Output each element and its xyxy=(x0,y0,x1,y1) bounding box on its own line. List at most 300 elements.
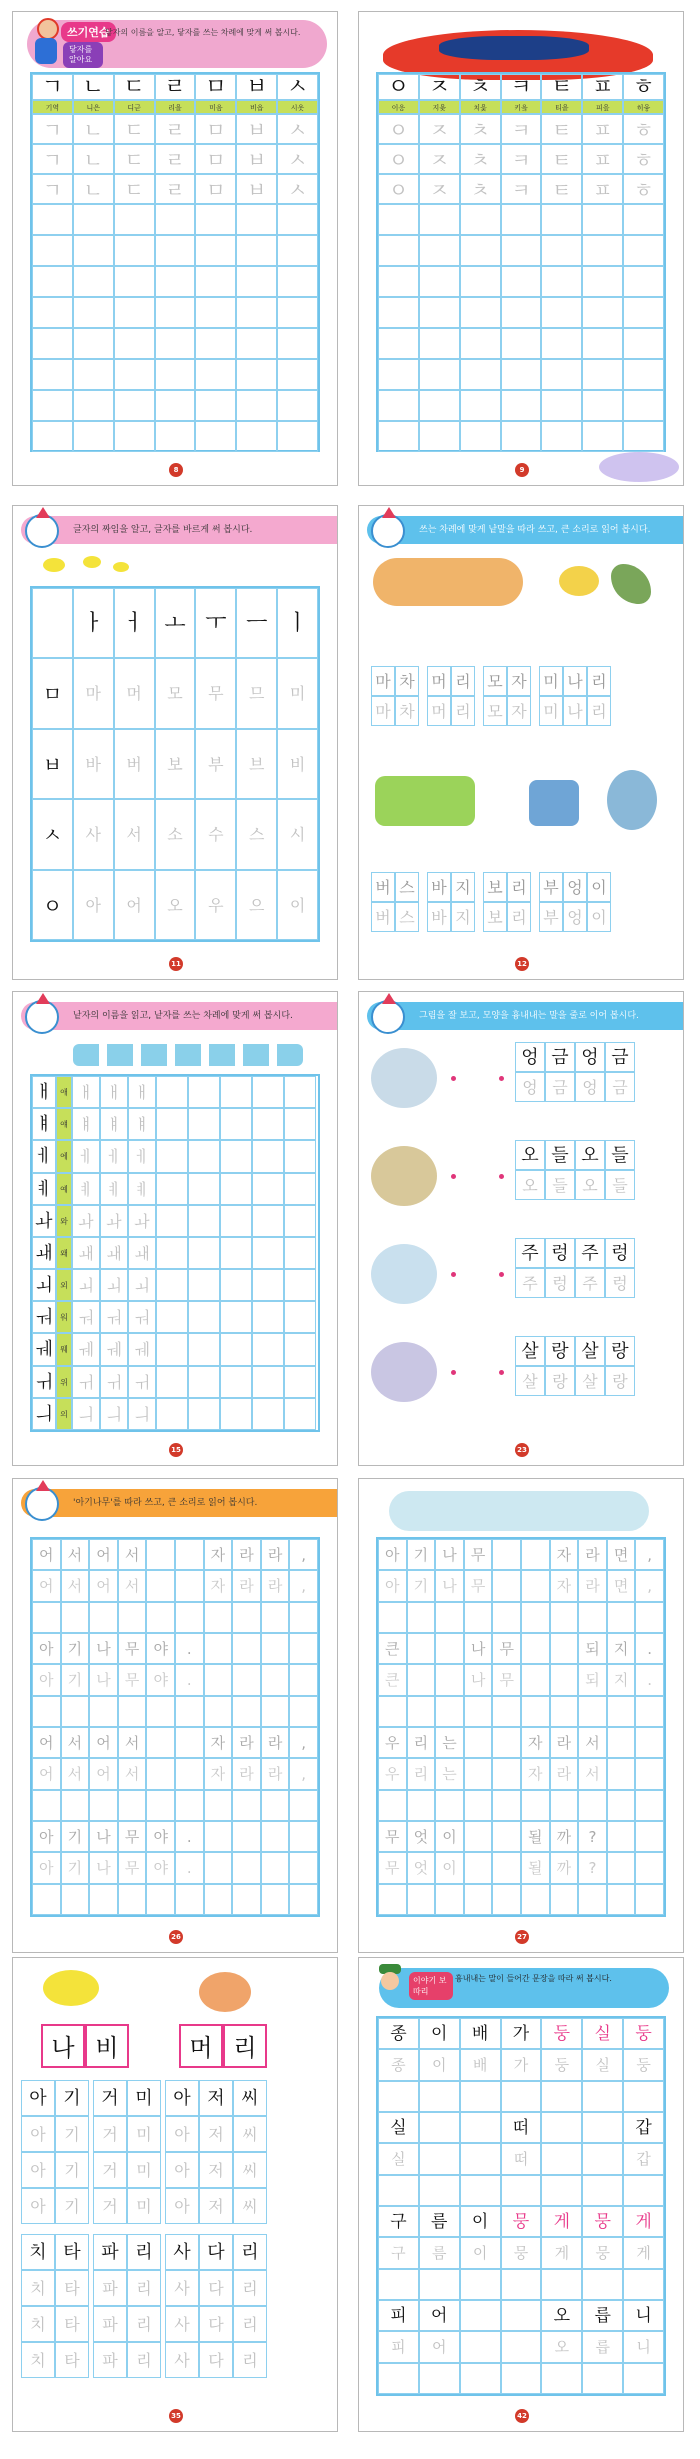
word-trace-cell: 리 xyxy=(127,2342,161,2378)
worksheet-page-sentences xyxy=(358,1957,684,2432)
empty-cell xyxy=(623,359,664,390)
poem-trace-cell: 무 xyxy=(492,1633,521,1664)
sentence-cell: 오 xyxy=(541,2300,582,2331)
empty-cell xyxy=(460,2175,501,2206)
word-trace-cell: 타 xyxy=(55,2306,89,2342)
empty-cell xyxy=(289,1633,318,1664)
word-trace-cell: 자 xyxy=(507,666,531,696)
match-dot-left[interactable] xyxy=(451,1370,456,1375)
picture-bubble xyxy=(371,1342,437,1402)
empty-cell xyxy=(252,1076,284,1108)
empty-cell xyxy=(236,390,277,421)
vowel-name-label: 외 xyxy=(56,1269,72,1301)
word-cell: 리 xyxy=(233,2234,267,2270)
empty-cell xyxy=(521,1633,550,1664)
vowel-name-label: 애 xyxy=(56,1076,72,1108)
poem-trace-cell: 지 xyxy=(607,1633,636,1664)
empty-cell xyxy=(188,1301,220,1333)
empty-cell xyxy=(261,1602,290,1633)
empty-cell xyxy=(175,1570,204,1601)
empty-cell xyxy=(378,2269,419,2300)
empty-cell xyxy=(501,421,542,452)
empty-cell xyxy=(492,1602,521,1633)
empty-cell xyxy=(220,1269,252,1301)
word-cell: 미 xyxy=(127,2080,161,2116)
empty-cell xyxy=(623,2175,664,2206)
match-dot-right[interactable] xyxy=(499,1370,504,1375)
poem-trace-cell: , xyxy=(289,1758,318,1789)
word-trace-cell: 보 xyxy=(483,902,507,932)
empty-cell xyxy=(146,1696,175,1727)
mascot-icon xyxy=(25,1487,59,1521)
empty-cell xyxy=(623,421,664,452)
empty-cell xyxy=(635,1758,664,1789)
empty-cell xyxy=(407,1884,436,1915)
mascot-icon xyxy=(25,1000,59,1034)
empty-cell xyxy=(220,1173,252,1205)
word-cell: 타 xyxy=(55,2234,89,2270)
empty-cell xyxy=(156,1173,188,1205)
poem-trace-cell: 자 xyxy=(521,1758,550,1789)
word-cell: 치 xyxy=(21,2234,55,2270)
page-number: 15 xyxy=(169,1443,183,1457)
sentence-cell-pink: 실 xyxy=(582,2018,623,2049)
trace-cell: ㅖ xyxy=(128,1173,156,1205)
vowel-cell: ㅜ xyxy=(195,588,236,658)
trace-cell: ㄱ xyxy=(32,174,73,204)
empty-cell xyxy=(277,328,318,359)
vowel-name-label: 위 xyxy=(56,1366,72,1398)
vowel-cell: ㅔ xyxy=(32,1140,56,1172)
word-trace-cell: 아 xyxy=(21,2188,55,2224)
empty-cell xyxy=(623,2081,664,2112)
consonant-name-label: 디귿 xyxy=(114,100,155,114)
empty-cell xyxy=(261,1633,290,1664)
trace-cell: ㅂ xyxy=(236,114,277,144)
word-cell: 기 xyxy=(55,2080,89,2116)
word-trace-cell: 다 xyxy=(199,2342,233,2378)
word-trace-cell: 오 xyxy=(515,1170,545,1200)
syllable-trace-cell: 오 xyxy=(155,870,196,940)
empty-cell xyxy=(419,328,460,359)
empty-cell xyxy=(232,1633,261,1664)
poem-trace-cell: 서 xyxy=(118,1727,147,1758)
trace-cell: ㅍ xyxy=(582,174,623,204)
sentence-cell-pink: 둥 xyxy=(541,2018,582,2049)
empty-cell xyxy=(73,297,114,328)
empty-cell xyxy=(195,266,236,297)
trace-cell: ㅒ xyxy=(128,1108,156,1140)
empty-cell xyxy=(220,1140,252,1172)
word-trace-cell: 씨 xyxy=(233,2152,267,2188)
sentence-trace-cell: 떠 xyxy=(501,2143,542,2174)
word-trace-cell: 리 xyxy=(127,2306,161,2342)
word-trace-cell: 모 xyxy=(483,696,507,726)
empty-cell xyxy=(156,1205,188,1237)
match-dot-right[interactable] xyxy=(499,1076,504,1081)
poem-trace-cell: 라 xyxy=(261,1758,290,1789)
match-dot-left[interactable] xyxy=(451,1174,456,1179)
poem-trace-cell: 리 xyxy=(407,1727,436,1758)
empty-cell xyxy=(419,297,460,328)
vowel-cell: ㅣ xyxy=(277,588,318,658)
picture-bubble xyxy=(371,1146,437,1206)
match-dot-right[interactable] xyxy=(499,1272,504,1277)
empty-cell xyxy=(378,297,419,328)
mascot-girl-icon xyxy=(375,1964,405,2006)
empty-cell xyxy=(175,1696,204,1727)
sentence-trace-cell: 이 xyxy=(460,2237,501,2268)
word-trace-cell: 타 xyxy=(55,2342,89,2378)
match-dot-left[interactable] xyxy=(451,1272,456,1277)
empty-cell xyxy=(378,235,419,266)
sentence-trace-cell: 갑 xyxy=(623,2143,664,2174)
word-trace-cell: 엉 xyxy=(563,902,587,932)
empty-cell xyxy=(61,1790,90,1821)
empty-cell xyxy=(156,1301,188,1333)
trace-cell: ㅔ xyxy=(128,1140,156,1172)
empty-cell xyxy=(607,1602,636,1633)
empty-cell xyxy=(195,390,236,421)
empty-cell xyxy=(578,1602,607,1633)
word-trace-cell: 부 xyxy=(539,902,563,932)
label-box-head xyxy=(179,2024,267,2068)
consonant-name-label: 니은 xyxy=(73,100,114,114)
word-trace-cell: 지 xyxy=(451,872,475,902)
empty-cell xyxy=(236,297,277,328)
sentence-cell: 니 xyxy=(623,2300,664,2331)
empty-cell xyxy=(284,1173,316,1205)
trace-cell: ㅋ xyxy=(501,144,542,174)
consonant-cell: ㅅ xyxy=(277,74,318,100)
instruction-banner: 쓰는 차례에 맞게 낱말을 따라 쓰고, 큰 소리로 읽어 봅시다. xyxy=(367,516,684,544)
writing-grid xyxy=(30,1074,320,1432)
word-cell: 렁 xyxy=(545,1238,575,1268)
consonant-cell: ㅇ xyxy=(32,870,73,940)
empty-cell xyxy=(460,2300,501,2331)
empty-cell xyxy=(284,1076,316,1108)
page-number: 11 xyxy=(169,957,183,971)
trace-cell: ㅈ xyxy=(419,144,460,174)
poem-trace-cell: 라 xyxy=(232,1570,261,1601)
empty-cell xyxy=(73,390,114,421)
word-trace-cell: 파 xyxy=(93,2306,127,2342)
word-trace-cell: 아 xyxy=(21,2116,55,2152)
poem-trace-cell: 어 xyxy=(89,1539,118,1570)
empty-cell xyxy=(635,1884,664,1915)
empty-cell xyxy=(435,1633,464,1664)
word-trace-cell: 미 xyxy=(127,2152,161,2188)
empty-cell xyxy=(541,204,582,235)
trace-cell: ㅋ xyxy=(501,174,542,204)
empty-cell xyxy=(261,1884,290,1915)
sentence-trace-cell: 어 xyxy=(419,2331,460,2362)
syllable-trace-cell: 브 xyxy=(236,729,277,799)
empty-cell xyxy=(32,588,73,658)
empty-cell xyxy=(378,328,419,359)
sentence-cell: 배 xyxy=(460,2018,501,2049)
empty-cell xyxy=(501,2269,542,2300)
poem-trace-cell: 나 xyxy=(89,1664,118,1695)
trace-cell: ㅇ xyxy=(378,144,419,174)
sentence-cell: 이 xyxy=(419,2018,460,2049)
empty-cell xyxy=(541,2269,582,2300)
empty-cell xyxy=(550,1633,579,1664)
consonant-name-label: 이응 xyxy=(378,100,419,114)
trace-cell: ㅙ xyxy=(72,1237,100,1269)
empty-cell xyxy=(550,1696,579,1727)
word-cell: 엉 xyxy=(515,1042,545,1072)
trace-cell: ㅍ xyxy=(582,144,623,174)
sentence-cell: 실 xyxy=(378,2112,419,2143)
empty-cell xyxy=(460,2112,501,2143)
word-trace-cell: 아 xyxy=(165,2188,199,2224)
empty-cell xyxy=(114,204,155,235)
word-trace-cell: 바 xyxy=(427,872,451,902)
empty-cell xyxy=(32,204,73,235)
empty-cell xyxy=(501,266,542,297)
syllable-trace-cell: 부 xyxy=(195,729,236,799)
trace-cell: ㅊ xyxy=(460,174,501,204)
empty-cell xyxy=(419,2081,460,2112)
word-trace-cell: 랑 xyxy=(545,1366,575,1396)
word-trace-cell: 리 xyxy=(587,696,611,726)
poem-trace-cell: 지 xyxy=(607,1664,636,1695)
empty-cell xyxy=(582,2269,623,2300)
consonant-cell: ㅍ xyxy=(582,74,623,100)
word-cell: 아 xyxy=(21,2080,55,2116)
empty-cell xyxy=(407,1633,436,1664)
label-box-butterfly xyxy=(41,2024,129,2068)
poem-trace-cell: 서 xyxy=(578,1758,607,1789)
consonant-cell: ㄷ xyxy=(114,74,155,100)
poem-trace-cell: 어 xyxy=(89,1758,118,1789)
word-box xyxy=(515,1042,635,1102)
poem-trace-cell: 자 xyxy=(550,1539,579,1570)
empty-cell xyxy=(188,1333,220,1365)
empty-cell xyxy=(378,204,419,235)
writing-grid xyxy=(376,72,666,452)
trace-cell: ㅐ xyxy=(100,1076,128,1108)
word-trace-cell: 랑 xyxy=(605,1366,635,1396)
empty-cell xyxy=(204,1884,233,1915)
empty-cell xyxy=(220,1237,252,1269)
trace-cell: ㄷ xyxy=(114,114,155,144)
word-trace-cell: 리 xyxy=(507,872,531,902)
empty-cell xyxy=(464,1884,493,1915)
consonant-cell: ㅅ xyxy=(32,799,73,869)
empty-cell xyxy=(195,204,236,235)
mascot-clown-icon xyxy=(31,18,61,68)
syllable-trace-cell: 무 xyxy=(195,658,236,728)
match-dot-right[interactable] xyxy=(499,1174,504,1179)
empty-cell xyxy=(236,235,277,266)
empty-cell xyxy=(146,1570,175,1601)
word-trace-cell: 다 xyxy=(199,2270,233,2306)
instruction-banner: 그림을 잘 보고, 모양을 흉내내는 말을 줄로 이어 봅시다. xyxy=(367,1002,684,1030)
empty-cell xyxy=(492,1884,521,1915)
trace-cell: ㄷ xyxy=(114,144,155,174)
word-cell: 렁 xyxy=(605,1238,635,1268)
vowel-cell: ㅝ xyxy=(32,1301,56,1333)
butterflies-decoration xyxy=(43,556,133,576)
consonant-cell: ㅂ xyxy=(236,74,277,100)
writing-grid xyxy=(376,2016,666,2396)
empty-cell xyxy=(252,1398,284,1430)
match-dot-left[interactable] xyxy=(451,1076,456,1081)
word-cell: 금 xyxy=(605,1042,635,1072)
empty-cell xyxy=(378,2081,419,2112)
empty-cell xyxy=(419,2269,460,2300)
trace-cell: ㅇ xyxy=(378,174,419,204)
vowel-cell: ㅚ xyxy=(32,1269,56,1301)
poem-trace-cell: 무 xyxy=(118,1852,147,1883)
poem-trace-cell: 는 xyxy=(435,1727,464,1758)
syllable-trace-cell: 미 xyxy=(277,658,318,728)
poem-trace-cell: 우 xyxy=(378,1727,407,1758)
vowel-cell: ㅖ xyxy=(32,1173,56,1205)
poem-trace-cell: 서 xyxy=(578,1727,607,1758)
trace-cell: ㅙ xyxy=(128,1237,156,1269)
poem-trace-cell: 자 xyxy=(204,1570,233,1601)
sentence-trace-cell: 뭉 xyxy=(582,2237,623,2268)
poem-trace-cell: 될 xyxy=(521,1852,550,1883)
poem-trace-cell: 무 xyxy=(118,1664,147,1695)
empty-cell xyxy=(188,1205,220,1237)
word-trace-cell: 씨 xyxy=(233,2188,267,2224)
poem-trace-cell: 리 xyxy=(407,1758,436,1789)
empty-cell xyxy=(114,421,155,452)
vowel-name-label: 워 xyxy=(56,1301,72,1333)
empty-cell xyxy=(73,235,114,266)
trace-cell: ㅢ xyxy=(100,1398,128,1430)
word-trace-cell: 금 xyxy=(605,1072,635,1102)
word-trace-cell: 리 xyxy=(451,696,475,726)
word-cell: 리 xyxy=(127,2234,161,2270)
empty-cell xyxy=(61,1884,90,1915)
poem-trace-cell: 야 xyxy=(146,1821,175,1852)
sentence-trace-cell: 이 xyxy=(419,2049,460,2080)
word-trace-cell: 파 xyxy=(93,2342,127,2378)
poem-trace-cell: 서 xyxy=(61,1570,90,1601)
empty-cell xyxy=(220,1301,252,1333)
matching-area xyxy=(359,1042,684,1442)
consonant-name-label: 지읒 xyxy=(419,100,460,114)
empty-cell xyxy=(277,297,318,328)
syllable-trace-cell: 서 xyxy=(114,799,155,869)
empty-cell xyxy=(146,1790,175,1821)
poem-trace-cell: 어 xyxy=(32,1539,61,1570)
empty-cell xyxy=(607,1727,636,1758)
empty-cell xyxy=(521,1696,550,1727)
trace-cell: ㅇ xyxy=(378,114,419,144)
consonant-cell: ㄱ xyxy=(32,74,73,100)
poem-trace-cell: 아 xyxy=(32,1633,61,1664)
sentence-trace-cell: 니 xyxy=(623,2331,664,2362)
empty-cell xyxy=(435,1664,464,1695)
empty-cell xyxy=(204,1633,233,1664)
poem-trace-cell: 서 xyxy=(118,1758,147,1789)
trace-cell: ㅌ xyxy=(541,114,582,144)
word-trace-cell: 기 xyxy=(55,2116,89,2152)
empty-cell xyxy=(541,2143,582,2174)
word-trace-cell: 머 xyxy=(427,666,451,696)
poem-trace-cell: 까 xyxy=(550,1852,579,1883)
trace-cell: ㅎ xyxy=(623,114,664,144)
sentence-trace-cell: 실 xyxy=(582,2049,623,2080)
empty-cell xyxy=(492,1570,521,1601)
poem-trace-cell: 야 xyxy=(146,1852,175,1883)
poem-trace-cell: 이 xyxy=(435,1821,464,1852)
empty-cell xyxy=(378,1696,407,1727)
word-trace-cell: 리 xyxy=(507,902,531,932)
flowers-decoration xyxy=(599,452,679,482)
empty-cell xyxy=(236,359,277,390)
empty-cell xyxy=(188,1076,220,1108)
worksheet-page-poem-1 xyxy=(12,1478,338,1953)
trace-cell: ㅒ xyxy=(72,1108,100,1140)
empty-cell xyxy=(501,359,542,390)
word-box xyxy=(515,1140,635,1200)
empty-cell xyxy=(607,1790,636,1821)
consonant-cell: ㄹ xyxy=(155,74,196,100)
empty-cell xyxy=(460,359,501,390)
poem-trace-cell: 서 xyxy=(61,1758,90,1789)
empty-cell xyxy=(252,1237,284,1269)
empty-cell xyxy=(501,328,542,359)
poem-trace-cell: ? xyxy=(578,1852,607,1883)
word-trace-cell: 엉 xyxy=(575,1072,605,1102)
poem-trace-cell: 나 xyxy=(435,1539,464,1570)
empty-cell xyxy=(204,1790,233,1821)
poem-trace-cell: 자 xyxy=(550,1570,579,1601)
word-trace-cell: 바 xyxy=(427,902,451,932)
word-cell: 씨 xyxy=(233,2080,267,2116)
empty-cell xyxy=(195,297,236,328)
trace-cell: ㅒ xyxy=(100,1108,128,1140)
empty-cell xyxy=(607,1821,636,1852)
empty-cell xyxy=(156,1269,188,1301)
trace-cell: ㄹ xyxy=(155,114,196,144)
empty-cell xyxy=(114,328,155,359)
trace-cell: ㅎ xyxy=(623,174,664,204)
word-cell: 엉 xyxy=(575,1042,605,1072)
vowel-cell: ㅓ xyxy=(114,588,155,658)
empty-cell xyxy=(114,297,155,328)
word-trace-cell: 타 xyxy=(55,2270,89,2306)
empty-cell xyxy=(460,2269,501,2300)
empty-cell xyxy=(73,204,114,235)
empty-cell xyxy=(378,1602,407,1633)
empty-cell xyxy=(550,1602,579,1633)
sentence-trace-cell: 게 xyxy=(623,2237,664,2268)
poem-trace-cell: 라 xyxy=(232,1539,261,1570)
empty-cell xyxy=(582,2081,623,2112)
word-trace-cell: 기 xyxy=(55,2152,89,2188)
poem-trace-cell: , xyxy=(635,1539,664,1570)
empty-cell xyxy=(73,421,114,452)
word-trace-cell: 치 xyxy=(21,2270,55,2306)
word-trace-cell: 머 xyxy=(427,696,451,726)
owl-illustration xyxy=(607,770,657,830)
worksheet-page-poem-2 xyxy=(358,1478,684,1953)
word-trace-cell: 치 xyxy=(21,2342,55,2378)
story-badge: 이야기 보따리 xyxy=(409,1972,453,2000)
poem-trace-cell: 나 xyxy=(89,1852,118,1883)
poem-trace-cell: 나 xyxy=(89,1821,118,1852)
word-trace-cell: 저 xyxy=(199,2116,233,2152)
trace-cell: ㅚ xyxy=(100,1269,128,1301)
